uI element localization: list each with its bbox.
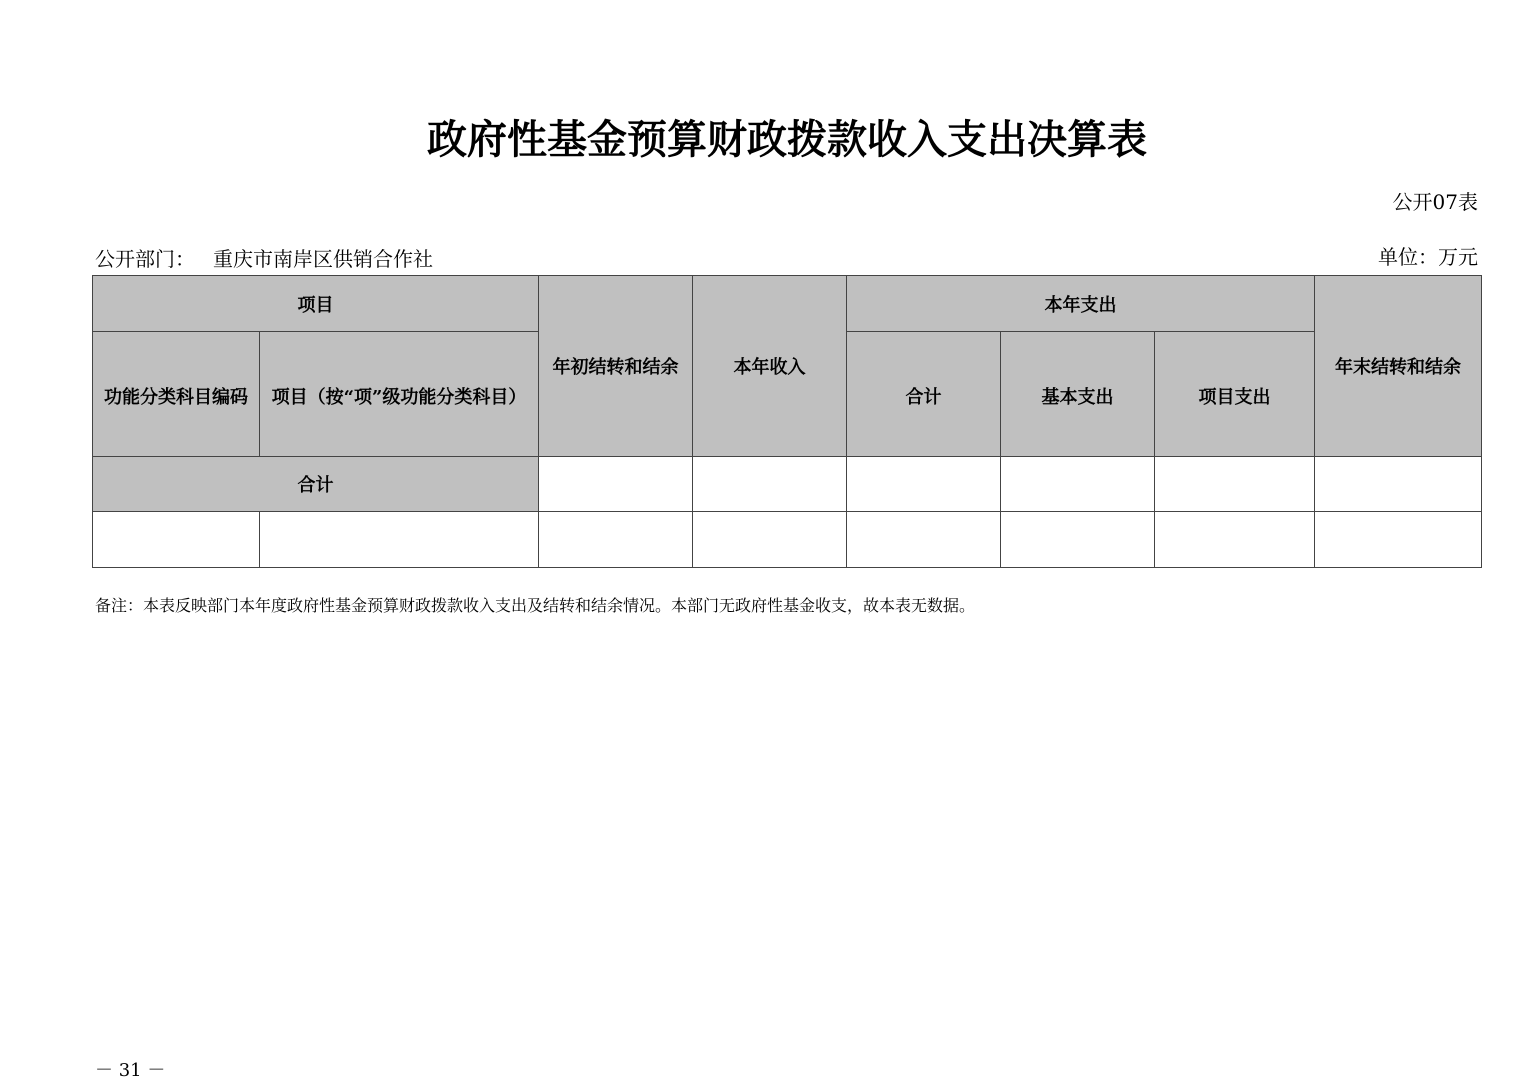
header-end-balance: 年末结转和结余 (1315, 276, 1482, 457)
department-line (95, 243, 433, 272)
table-row (93, 512, 1482, 568)
table-cell (539, 457, 693, 512)
header-total: 合计 (847, 332, 1001, 457)
header-item-detail: 项目（按“项”级功能分类科目） (260, 332, 539, 457)
table-cell (847, 512, 1001, 568)
table-cell (1001, 512, 1155, 568)
unit-label: 单位：万元 (1378, 245, 1478, 269)
header-income: 本年收入 (693, 276, 847, 457)
table-cell (847, 457, 1001, 512)
department-name: 重庆市南岸区供销合作社 (213, 247, 433, 271)
table-cell (693, 457, 847, 512)
total-row-label: 合计 (93, 457, 539, 512)
page-number: － 31 － (95, 1060, 166, 1081)
table-note: 备注：本表反映部门本年度政府性基金预算财政拨款收入支出及结转和结余情况。本部门无政府性基金收支，故本表无数据。 (95, 596, 976, 615)
budget-table (92, 275, 1482, 568)
department-label: 公开部门： (95, 247, 195, 271)
header-item: 项目 (93, 276, 539, 332)
page-title: 政府性基金预算财政拨款收入支出决算表 (427, 116, 1147, 163)
header-code: 功能分类科目编码 (93, 332, 260, 457)
header-project: 项目支出 (1155, 332, 1315, 457)
table-cell (1001, 457, 1155, 512)
table-cell (539, 512, 693, 568)
total-row (93, 457, 1482, 512)
table-cell (693, 512, 847, 568)
header-begin-balance: 年初结转和结余 (539, 276, 693, 457)
table-cell (1155, 457, 1315, 512)
table-cell (260, 512, 539, 568)
header-basic: 基本支出 (1001, 332, 1155, 457)
header-expenditure: 本年支出 (847, 276, 1315, 332)
table-cell (93, 512, 260, 568)
table-cell (1315, 457, 1482, 512)
form-number: 公开07表 (1392, 190, 1478, 214)
table-cell (1155, 512, 1315, 568)
header-row-1 (93, 276, 1482, 332)
table-cell (1315, 512, 1482, 568)
